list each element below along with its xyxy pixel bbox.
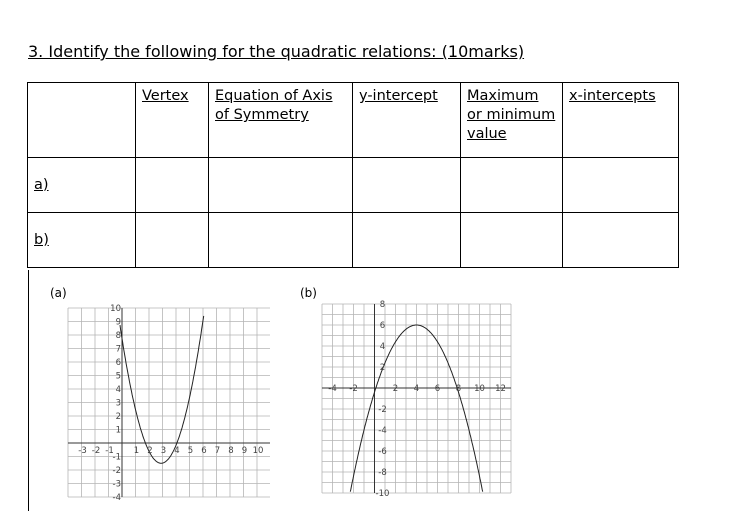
figure-left-rule	[28, 270, 29, 511]
y-tick-label: -8	[378, 468, 387, 478]
answer-cell[interactable]	[209, 213, 353, 268]
y-tick-label: -2	[112, 466, 121, 476]
y-tick-label: 6	[115, 358, 121, 368]
table-header-row	[28, 83, 679, 158]
header-x-intercepts: x-intercepts	[563, 83, 679, 158]
x-tick-label: 5	[187, 446, 194, 456]
x-tick-label: 8	[455, 384, 462, 394]
answer-cell[interactable]	[563, 213, 679, 268]
answer-cell[interactable]	[136, 213, 209, 268]
y-tick-label: -10	[375, 489, 390, 499]
row-label-b: b)	[28, 213, 136, 268]
table-row-a	[28, 158, 679, 213]
y-tick-label: -3	[112, 479, 121, 490]
y-tick-label: 3	[115, 398, 121, 409]
y-tick-label: 10	[110, 304, 121, 314]
y-tick-label: 5	[115, 371, 121, 382]
answer-cell[interactable]	[461, 158, 563, 213]
y-tick-label: 8	[379, 300, 386, 310]
x-tick-label: 6	[434, 384, 441, 394]
x-tick-label: -2	[349, 384, 358, 394]
y-tick-label: 9	[115, 317, 121, 328]
y-tick-label: 4	[115, 385, 121, 395]
answer-cell[interactable]	[209, 158, 353, 213]
x-tick-label: 4	[413, 384, 420, 394]
x-tick-label: 2	[392, 384, 399, 394]
x-tick-label: 9	[241, 446, 248, 456]
y-tick-label: -1	[112, 452, 121, 463]
answer-cell[interactable]	[563, 158, 679, 213]
header-y-intercept: y-intercept	[353, 83, 461, 158]
header-vertex: Vertex	[136, 83, 209, 158]
question-heading: 3. Identify the following for the quadratic relations: (10marks)	[28, 42, 525, 61]
x-tick-label: -2	[91, 446, 101, 456]
x-tick-label: 10	[474, 384, 485, 394]
y-tick-label: 1	[115, 425, 121, 436]
x-tick-label: 4	[174, 446, 180, 456]
x-tick-label: -3	[78, 446, 87, 456]
x-tick-label: 7	[214, 446, 221, 456]
answer-cell[interactable]	[461, 213, 563, 268]
y-tick-label: 2	[379, 363, 386, 373]
y-tick-label: -4	[112, 493, 121, 503]
x-tick-label: 6	[201, 446, 207, 456]
header-blank-cell	[28, 83, 136, 158]
header-axis-of-symmetry: Equation of Axis of Symmetry	[209, 83, 353, 158]
x-tick-label: 1	[133, 446, 140, 456]
answer-cell[interactable]	[353, 213, 461, 268]
y-tick-label: 4	[379, 342, 386, 352]
answer-cell[interactable]	[136, 158, 209, 213]
graph-b	[318, 300, 528, 505]
x-tick-label: 3	[160, 446, 167, 456]
y-tick-label: 6	[379, 321, 386, 331]
graph-a	[60, 302, 270, 507]
graph-a-label: (a)	[50, 286, 67, 300]
y-tick-label: -4	[378, 426, 387, 436]
y-tick-label: 8	[115, 331, 121, 341]
x-tick-label: 10	[252, 446, 264, 456]
x-tick-label: 8	[228, 446, 234, 456]
answer-table	[27, 82, 679, 268]
x-tick-label: 2	[147, 446, 153, 456]
y-tick-label: -2	[378, 405, 387, 415]
y-tick-label: -6	[378, 447, 387, 457]
header-max-min: Maximum or minimum value	[461, 83, 563, 158]
x-tick-label: -4	[328, 384, 337, 394]
parabola-a	[120, 316, 207, 463]
answer-cell[interactable]	[353, 158, 461, 213]
graph-b-label: (b)	[300, 286, 317, 300]
x-tick-label: -1	[105, 446, 114, 456]
row-label-a: a)	[28, 158, 136, 213]
x-tick-label: 12	[495, 384, 506, 394]
y-tick-label: 7	[115, 344, 121, 355]
table-row-b	[28, 213, 679, 268]
y-tick-label: 2	[115, 412, 121, 422]
